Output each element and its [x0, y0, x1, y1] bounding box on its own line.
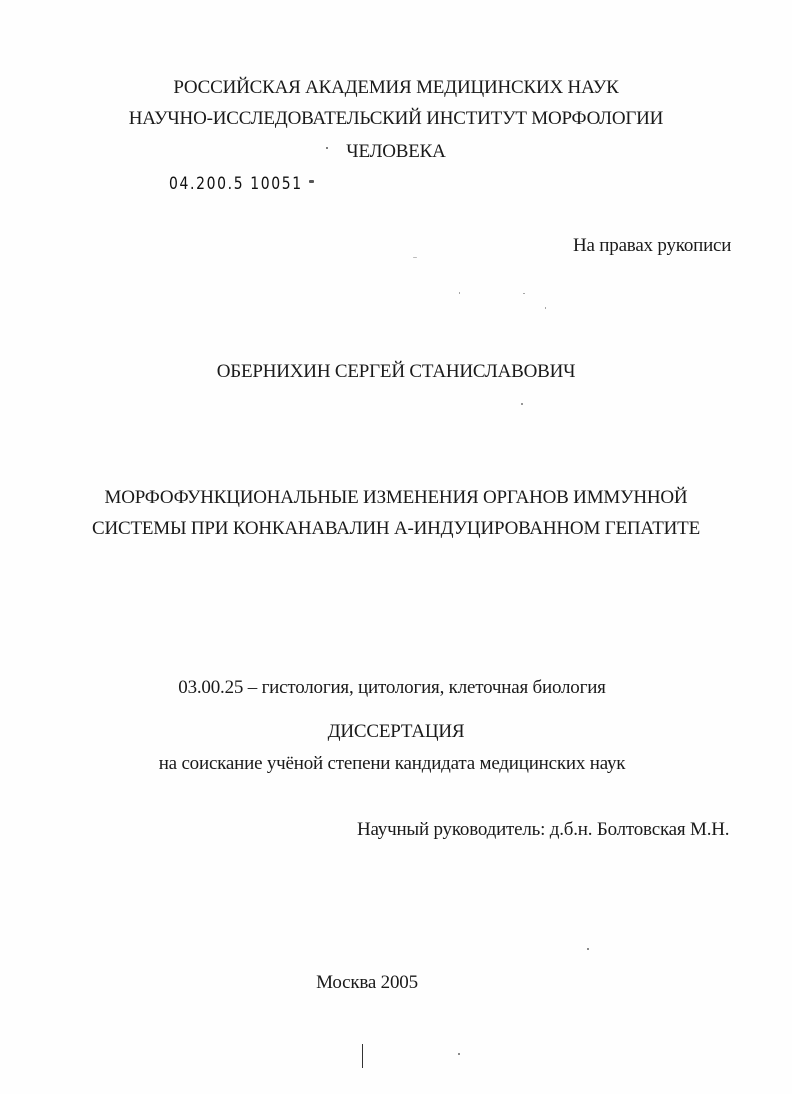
work-type: ДИССЕРТАЦИЯ: [327, 721, 465, 742]
scan-speck: [459, 292, 460, 294]
dissertation-title-line1: МОРФОФУНКЦИОНАЛЬНЫЕ ИЗМЕНЕНИЯ ОРГАНОВ ИММУННОЙ: [104, 487, 688, 508]
degree-statement: на соискание учёной степени кандидата медицинских наук: [158, 753, 626, 774]
scan-speck: [521, 403, 523, 405]
scan-line-mark: [362, 1044, 363, 1068]
supervisor: Научный руководитель: д.б.н. Болтовская М.Н.: [357, 819, 730, 840]
header-institute-cont: ЧЕЛОВЕКА: [346, 141, 446, 162]
scan-speck: [523, 293, 525, 294]
rights-note: На правах рукописи: [573, 235, 732, 256]
scan-speck: [587, 948, 589, 950]
registration-stamp-number: 04.200.5 10051: [169, 174, 303, 194]
scan-speck: [413, 257, 417, 258]
stamp-mark: [309, 180, 314, 183]
dissertation-title-line2: СИСТЕМЫ ПРИ КОНКАНАВАЛИН А-ИНДУЦИРОВАННОМ ГЕПАТИТЕ: [91, 518, 700, 539]
place-and-year: Москва 2005: [316, 972, 418, 993]
header-academy: РОССИЙСКАЯ АКАДЕМИЯ МЕДИЦИНСКИХ НАУК: [173, 77, 619, 98]
header-institute: НАУЧНО-ИССЛЕДОВАТЕЛЬСКИЙ ИНСТИТУТ МОРФОЛОГИИ: [128, 108, 664, 129]
scan-speck: [545, 307, 546, 309]
scan-speck: [458, 1053, 460, 1055]
scan-speck: [326, 147, 328, 149]
author-name: ОБЕРНИХИН СЕРГЕЙ СТАНИСЛАВОВИЧ: [216, 361, 576, 382]
specialty-code: 03.00.25 – гистология, цитология, клеточная биология: [178, 677, 606, 698]
